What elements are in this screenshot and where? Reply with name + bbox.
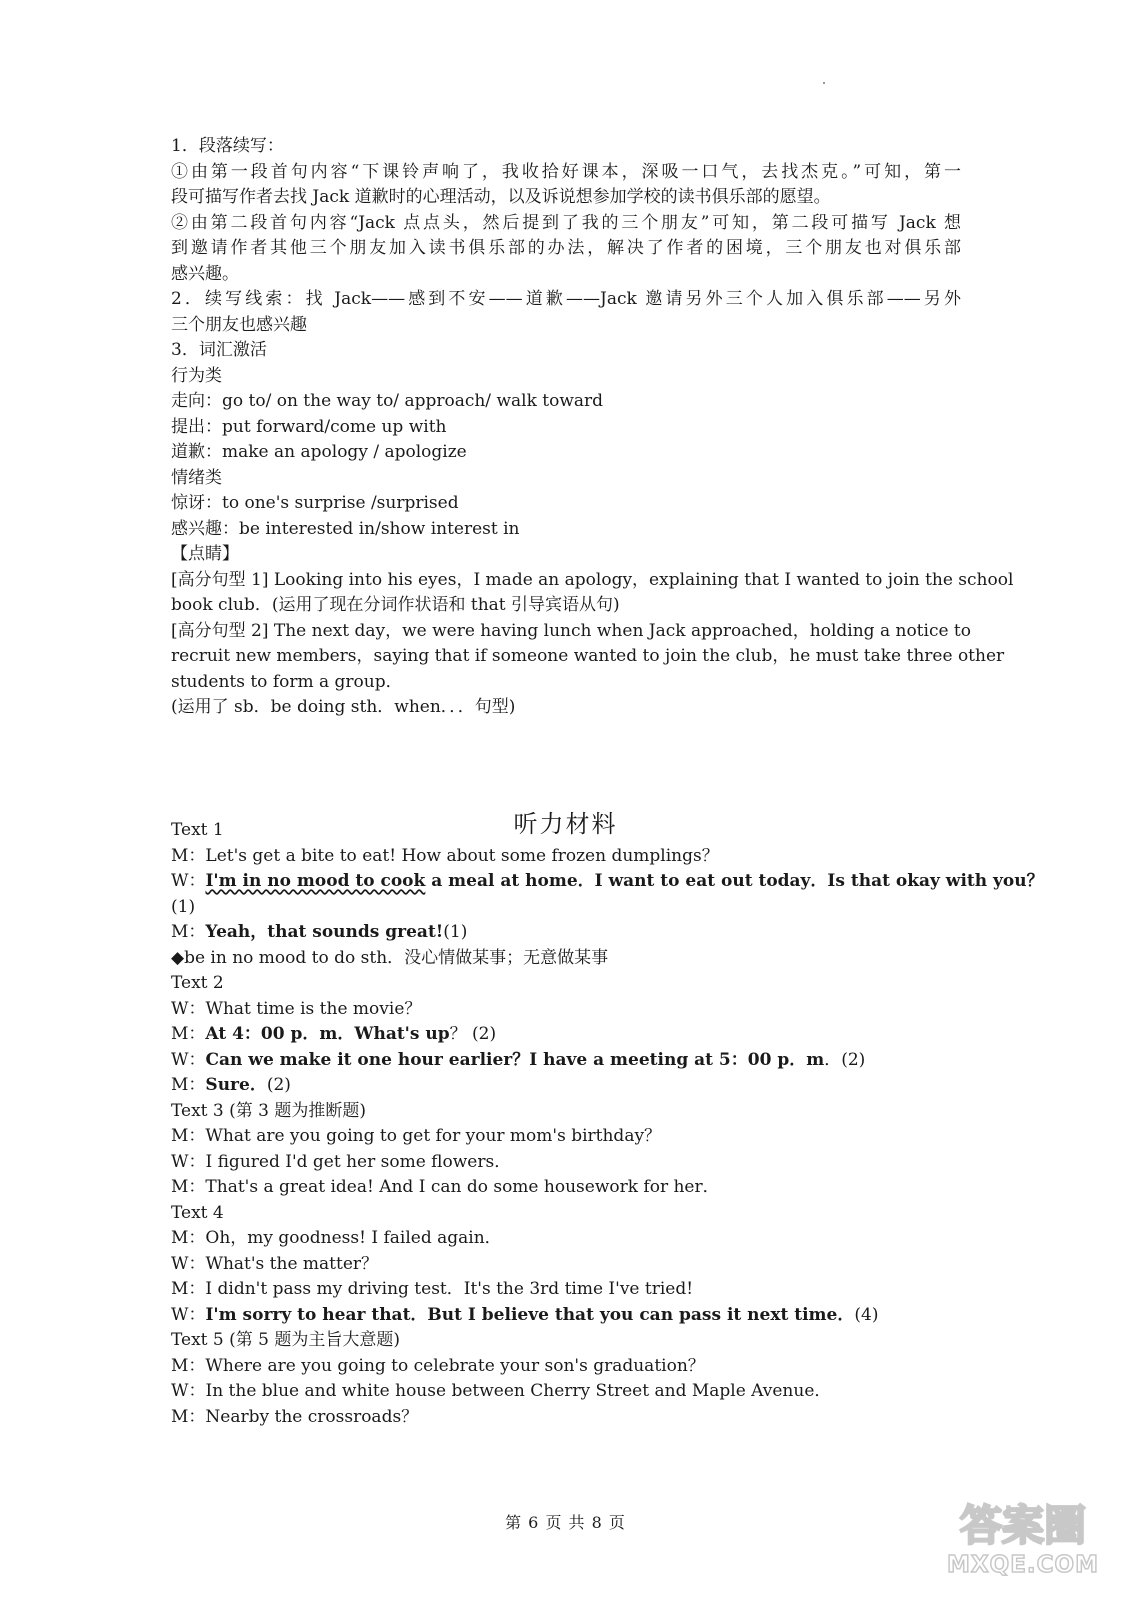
text-heading: Text 5 (第 5 题为主旨大意题) [171, 1330, 401, 1350]
text-line: 感兴趣。 [171, 263, 239, 284]
text-line: 走向：go to/ on the way to/ approach/ walk toward [171, 391, 604, 411]
dialogue-line: W：What's the matter？ [171, 1253, 379, 1274]
dialogue-line [171, 1022, 961, 1048]
page-footer: 第 6 页 共 8 页 [505, 1513, 626, 1532]
text-line: [高分句型 1] Looking into his eyes，I made an apology，explaining that I wanted to join the school [171, 569, 1014, 590]
watermark-logo-main: 答案圈 [959, 1501, 1087, 1550]
section-title: 听力材料 [513, 810, 618, 838]
answer-text: I'm sorry to hear that．But I believe that you can pass it next time． [205, 1304, 855, 1325]
dialogue-line [171, 1303, 961, 1329]
text-line: students to form a group． [171, 671, 403, 692]
answer-text: a meal at home．I want to eat out today．Is that okay with you？ [425, 871, 1044, 891]
text-line: 三个朋友也感兴趣 [171, 314, 307, 335]
key-phrase: I'm in no mood to cook [205, 871, 426, 891]
text-line: 感兴趣：be interested in/show interest in [171, 518, 520, 539]
dialogue-line [171, 1073, 961, 1099]
text-heading: Text 1 [171, 820, 224, 840]
speaker-label: W： [171, 1304, 206, 1325]
text-line: 1．段落续写： [171, 136, 284, 156]
speaker-label: W： [171, 1049, 206, 1070]
text-line: 2．续写线索：找 Jack——感到不安——道歉——Jack 邀请另外三个人加入俱乐部——另外 [171, 289, 961, 309]
text-line: [高分句型 2] The next day，we were having lunch when Jack approached，holding a notice to [171, 620, 971, 641]
question-number: ？ (2) [449, 1024, 497, 1044]
speaker-label: M： [171, 922, 206, 942]
dialogue-line: W：I figured I'd get her some flowers． [171, 1151, 512, 1172]
dialogue-line: W：What time is the movie？ [171, 998, 422, 1019]
text-line: book club．(运用了现在分词作状语和 that 引导宾语从句) [171, 595, 620, 615]
answer-text: Yeah，that sounds great! [205, 922, 444, 942]
question-number: (2) [266, 1075, 291, 1095]
dialogue-line [171, 1048, 961, 1074]
text-line: (运用了 sb．be doing sth．when．．．句型) [171, 697, 516, 717]
text-line: ②由第二段首句内容“Jack 点点头，然后提到了我的三个朋友”可知，第二段可描写 Jack 想 [171, 212, 961, 233]
text-line: recruit new members，saying that if someone wanted to join the club，he must take three other [171, 646, 1005, 666]
question-number: (1) [443, 922, 468, 942]
text-line: 行为类 [171, 365, 222, 386]
dialogue-line: M：Where are you going to celebrate your son's graduation？ [171, 1355, 705, 1376]
dialogue-line [171, 869, 1044, 895]
text-heading: Text 3 (第 3 题为推断题) [171, 1100, 367, 1121]
answer-text: At 4：00 p．m．What's up [205, 1024, 450, 1044]
text-line: 道歉：make an apology / apologize [171, 442, 467, 462]
dialogue-line: M：Nearby the crossroads？ [171, 1406, 419, 1427]
question-number: (1) [171, 896, 196, 917]
dialogue-line: M：That's a great idea! And I can do some housework for her． [171, 1177, 720, 1197]
scan-speck [823, 82, 825, 84]
question-number: ．(2) [824, 1049, 866, 1070]
text-line: 提出：put forward/come up with [171, 416, 447, 437]
text-line: 段可描写作者去找 Jack 道歉时的心理活动，以及诉说想参加学校的读书俱乐部的愿望。 [171, 187, 831, 207]
dialogue-line: M：Let's get a bite to eat! How about some frozen dumplings？ [171, 845, 719, 866]
text-line: ①由第一段首句内容“下课铃声响了，我收拾好课本，深吸一口气，去找杰克。”可知，第一 [171, 161, 961, 182]
text-line: 情绪类 [171, 467, 222, 488]
dialogue-line [171, 920, 961, 946]
speaker-label: M： [171, 1075, 206, 1095]
dialogue-line: M：I didn't pass my driving test．It's the 3rd time I've tried! [171, 1279, 694, 1299]
answer-text: Sure． [205, 1075, 267, 1095]
watermark-logo [935, 1488, 1111, 1580]
dialogue-line: M：What are you going to get for your mom's birthday？ [171, 1126, 662, 1146]
speaker-label: M： [171, 1024, 206, 1044]
question-number: (4) [854, 1304, 879, 1325]
speaker-label: W： [171, 871, 206, 891]
text-heading: Text 4 [171, 1202, 224, 1223]
text-line: 惊讶：to one's surprise /surprised [171, 493, 459, 513]
vocab-note: ◆be in no mood to do sth．没心情做某事；无意做某事 [171, 947, 609, 968]
text-line: 到邀请作者其他三个朋友加入读书俱乐部的办法，解决了作者的困境，三个朋友也对俱乐部 [171, 238, 961, 258]
listening-transcript-section [171, 818, 1044, 1430]
writing-analysis-section [171, 134, 1014, 721]
text-heading: Text 2 [171, 973, 224, 993]
text-line: 【点睛】 [171, 544, 239, 564]
watermark-logo-domain: MXQE.COM [947, 1552, 1099, 1578]
text-line: 3．词汇激活 [171, 340, 267, 360]
dialogue-line: W：In the blue and white house between Cherry Street and Maple Avenue． [171, 1381, 832, 1401]
answer-text: Can we make it one hour earlier？I have a meeting at 5：00 p．m [205, 1049, 825, 1070]
dialogue-line: M：Oh，my goodness! I failed again． [171, 1228, 502, 1248]
